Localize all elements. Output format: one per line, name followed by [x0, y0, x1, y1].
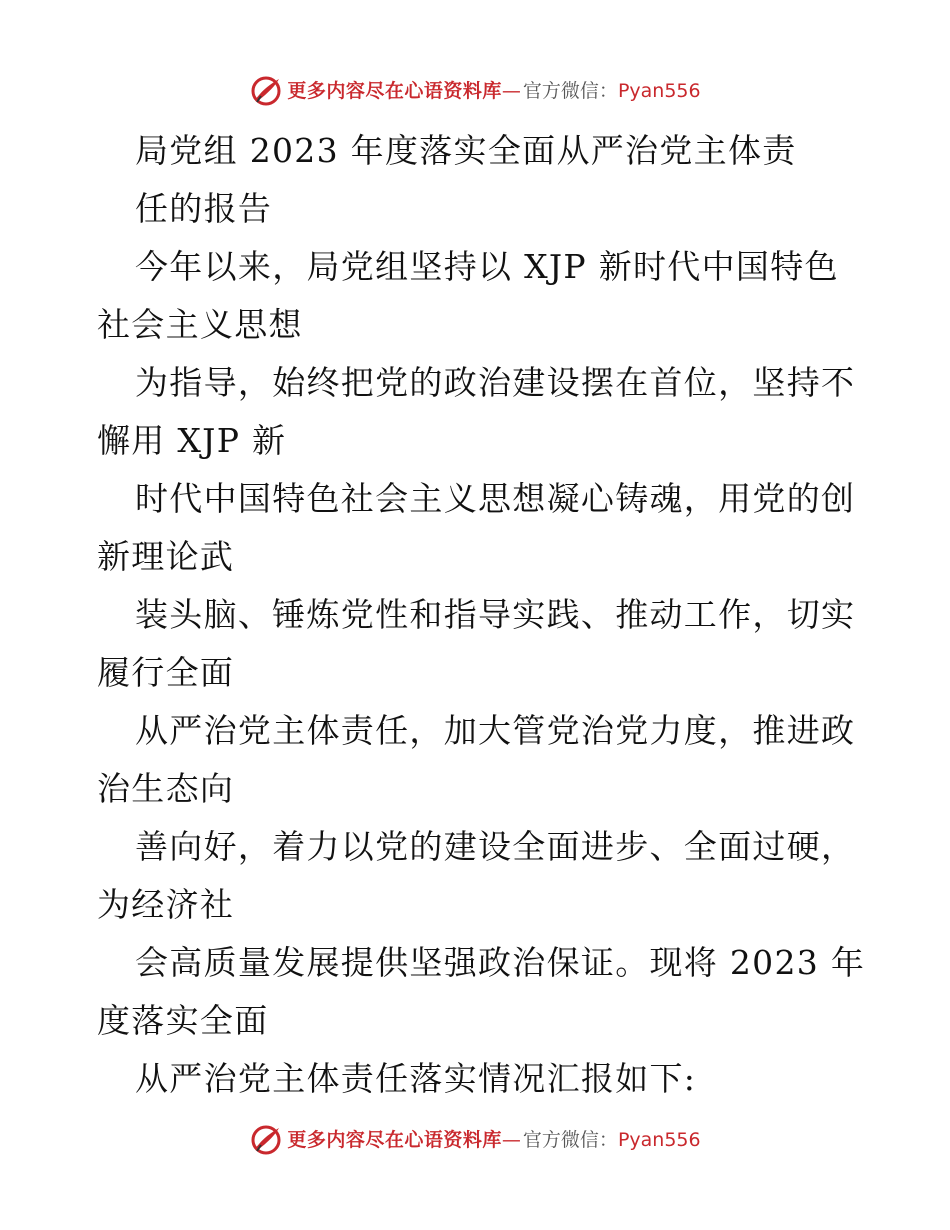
watermark-header	[0, 71, 950, 111]
watermark-brand: 更多内容尽在心语资料库	[287, 1129, 502, 1151]
paragraph-line: 社会主义思想	[97, 305, 303, 344]
paragraph-line: 善向好，着力以党的建设全面进步、全面过硬，	[135, 827, 856, 866]
document-body	[97, 122, 866, 1108]
paragraph-line: 为经济社	[97, 885, 235, 924]
paragraph-line: 履行全面	[97, 653, 235, 692]
paragraph-line: 新理论武	[97, 537, 235, 576]
title-line-2: 任的报告	[135, 189, 273, 228]
paragraph-line: 从严治党主体责任，加大管党治党力度，推进政	[135, 711, 856, 750]
paragraph-line: 治生态向	[97, 769, 235, 808]
paragraph-line: 度落实全面	[97, 1001, 269, 1040]
watermark-brand: 更多内容尽在心语资料库	[287, 80, 502, 102]
watermark-dash: —	[501, 1129, 521, 1151]
paragraph-line: 时代中国特色社会主义思想凝心铸魂，用党的创	[135, 479, 856, 518]
paragraph-line: 装头脑、锤炼党性和指导实践、推动工作，切实	[135, 595, 856, 634]
watermark-label: 官方微信：	[522, 80, 618, 102]
paragraph-line: 从严治党主体责任落实情况汇报如下:	[135, 1059, 697, 1098]
watermark-id: Pyan556	[617, 1129, 701, 1151]
paragraph-line: 懈用 XJP 新	[97, 421, 287, 460]
paragraph-line: 会高质量发展提供坚强政治保证。现将 2023 年	[135, 943, 866, 982]
watermark-footer	[0, 1120, 950, 1160]
title-line-1: 局党组 2023 年度落实全面从严治党主体责	[135, 131, 797, 170]
quill-logo-icon	[249, 1123, 283, 1157]
paragraph-line: 今年以来，局党组坚持以 XJP 新时代中国特色	[135, 247, 839, 286]
paragraph-line: 为指导，始终把党的政治建设摆在首位，坚持不	[135, 363, 856, 402]
watermark-dash: —	[501, 80, 521, 102]
quill-logo-icon	[249, 74, 283, 108]
watermark-label: 官方微信：	[522, 1129, 618, 1151]
watermark-id: Pyan556	[617, 80, 701, 102]
